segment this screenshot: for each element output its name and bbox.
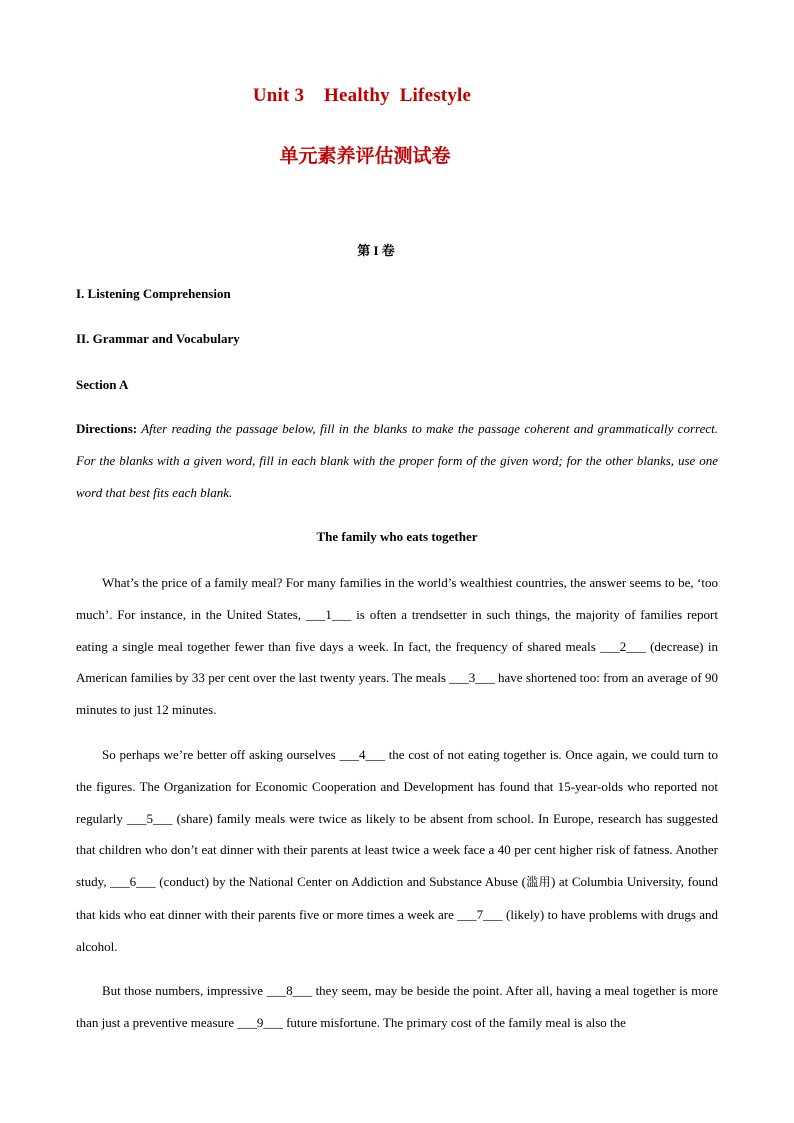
grammar-heading: II. Grammar and Vocabulary	[76, 331, 240, 346]
directions-paragraph	[76, 413, 718, 508]
directions-label: Directions:	[76, 421, 138, 436]
paragraph-2-text-a: So perhaps we’re better off asking ourselves ___4___ the cost of not eating together is. Once again, we could turn to the figures. The Organization for Economic Cooperation and Development has found that 15-year-olds who reported not regularly ___5___ (share) family meals were twice as likely to be absent from school. In Europe, research has suggested that children who don’t eat dinner with their parents at least twice a week face a 40 per cent higher risk of fatness. Another study, ___6___ (conduct) by the National Center on Addiction and Substance Abuse (	[76, 747, 718, 890]
paragraph-2-text-b: ) at Columbia University, found that kids who eat dinner with their parents five or more times a week are ___7___ (likely) to have problems with drugs and alcohol.	[76, 874, 718, 954]
chinese-gloss: 滥用	[525, 875, 551, 890]
volume-label: 第 I 卷	[357, 243, 395, 258]
passage-title: The family who eats together	[316, 529, 478, 544]
test-subtitle: 单元素养评估测试卷	[279, 145, 451, 167]
passage-paragraph-2	[76, 739, 718, 963]
section-a-heading: Section A	[76, 377, 129, 392]
directions-text: After reading the passage below, fill in the blanks to make the passage coherent and grammatically correct. For the blanks with a given word, fill in each blank with the proper form of the given word; for the other blanks, use one word that best fits each blank.	[76, 421, 718, 500]
passage-paragraph-3: But those numbers, impressive ___8___ they seem, may be beside the point. After all, having a meal together is more than just a preventive measure ___9___ future misfortune. The primary cost of the family meal is also the	[76, 983, 718, 1030]
passage-paragraph-1: What’s the price of a family meal? For many families in the world’s wealthiest countries, the answer seems to be, ‘too much’. For instance, in the United States, ___1___ is often a trendsetter in such things, the majority of families report eating a single meal together fewer than five days a week. In fact, the frequency of shared meals ___2___ (decrease) in American families by 33 per cent over the last twenty years. The meals ___3___ have shortened too: from an average of 90 minutes to just 12 minutes.	[76, 575, 718, 718]
unit-title: Unit 3 Healthy Lifestyle	[252, 85, 472, 106]
listening-heading: I. Listening Comprehension	[76, 286, 231, 301]
